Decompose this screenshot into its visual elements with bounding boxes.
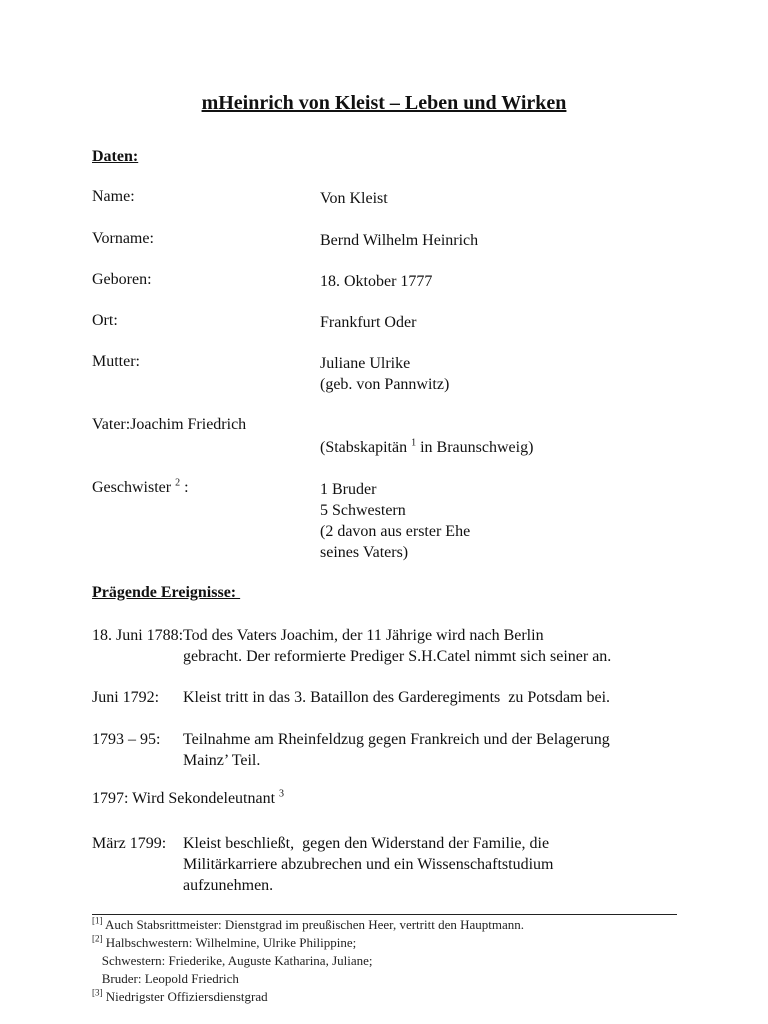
event-line: Teilnahme am Rheinfeldzug gegen Frankreich und der Belagerung (183, 731, 610, 748)
event-line: aufzunehmen. (183, 877, 274, 894)
footnote-3 (92, 988, 524, 1006)
field-value-ort (320, 312, 416, 333)
event-1797 (92, 790, 284, 808)
event-date: März 1799: (92, 835, 167, 852)
footnote-mark-2: [2] (92, 933, 103, 944)
event-date: 1793 – 95: (92, 731, 161, 748)
event-text (183, 729, 703, 771)
field-value-line: Juliane Ulrike (320, 355, 411, 372)
field-value-mutter (320, 353, 449, 395)
footnotes (92, 916, 524, 1006)
footnote-separator (92, 914, 677, 915)
event-line: gebracht. Der reformierte Prediger S.H.Catel nimmt sich seiner an. (183, 648, 612, 665)
ereignisse-heading: Prägende Ereignisse: (92, 584, 241, 601)
footnote-2-cont: Schwestern: Friederike, Auguste Katharina, Juliane; (92, 953, 373, 968)
footnote-2 (92, 934, 524, 952)
field-label-vater: Vater:Joachim Friedrich (92, 416, 247, 433)
event-1797-text: 1797: Wird Sekondeleutnant (92, 790, 280, 807)
footnote-ref-2[interactable]: 2 (175, 477, 181, 489)
footnote-text-2: Halbschwestern: Wilhelmine, Ulrike Philippine; (102, 935, 357, 950)
field-label-vorname: Vorname: (92, 230, 154, 247)
footnote-ref-1[interactable]: 1 (411, 437, 417, 449)
event-text (183, 833, 703, 896)
event-line: Tod des Vaters Joachim, der 11 Jährige wird nach Berlin (183, 627, 544, 644)
page-title: mHeinrich von Kleist – Leben und Wirken (201, 92, 567, 114)
field-value-name (320, 188, 388, 209)
event-text (183, 625, 703, 667)
footnote-2-cont: Bruder: Leopold Friedrich (92, 971, 239, 986)
field-value-line: Von Kleist (320, 190, 388, 207)
footnote-ref-3[interactable]: 3 (279, 788, 285, 800)
field-value-line: (2 davon aus erster Ehe (320, 523, 471, 540)
field-value-line: Bernd Wilhelm Heinrich (320, 232, 479, 249)
footnote-text-3: Niedrigster Offiziersdienstgrad (102, 989, 268, 1004)
event-line: Kleist beschließt, gegen den Widerstand der Familie, die (183, 835, 550, 852)
footnote-1 (92, 916, 524, 934)
field-value-line: 18. Oktober 1777 (320, 273, 433, 290)
event-date: 18. Juni 1788: (92, 627, 184, 644)
field-value-line: 1 Bruder (320, 481, 377, 498)
field-value-vorname (320, 230, 478, 251)
footnote-mark-1: [1] (92, 915, 103, 926)
field-label-mutter: Mutter: (92, 353, 140, 370)
field-value-line: Frankfurt Oder (320, 314, 417, 331)
field-label-ort: Ort: (92, 312, 118, 329)
field-label-geschwister (92, 479, 189, 497)
field-label-name: Name: (92, 188, 135, 205)
geschwister-label-post: : (180, 479, 189, 496)
field-value-geboren (320, 271, 432, 292)
vater-value-pre: (Stabskapitän (320, 439, 412, 456)
footnote-text-1: Auch Stabsrittmeister: Dienstgrad im preußischen Heer, vertritt den Hauptmann. (102, 917, 525, 932)
field-value-line: (geb. von Pannwitz) (320, 376, 450, 393)
event-line: Kleist tritt in das 3. Bataillon des Garderegiments zu Potsdam bei. (183, 689, 611, 706)
event-text (183, 687, 703, 708)
field-value-geschwister (320, 479, 470, 563)
field-value-line: 5 Schwestern (320, 502, 406, 519)
daten-heading: Daten: (92, 148, 139, 165)
geschwister-label-text: Geschwister (92, 479, 176, 496)
field-value-line: seines Vaters) (320, 544, 409, 561)
vater-value-post: in Braunschweig) (416, 439, 534, 456)
field-label-geboren: Geboren: (92, 271, 152, 288)
event-date: Juni 1792: (92, 689, 160, 706)
footnote-mark-3: [3] (92, 987, 103, 998)
field-value-vater (320, 437, 533, 458)
event-line: Mainz’ Teil. (183, 752, 261, 769)
event-line: Militärkarriere abzubrechen und ein Wissenschaftstudium (183, 856, 554, 873)
